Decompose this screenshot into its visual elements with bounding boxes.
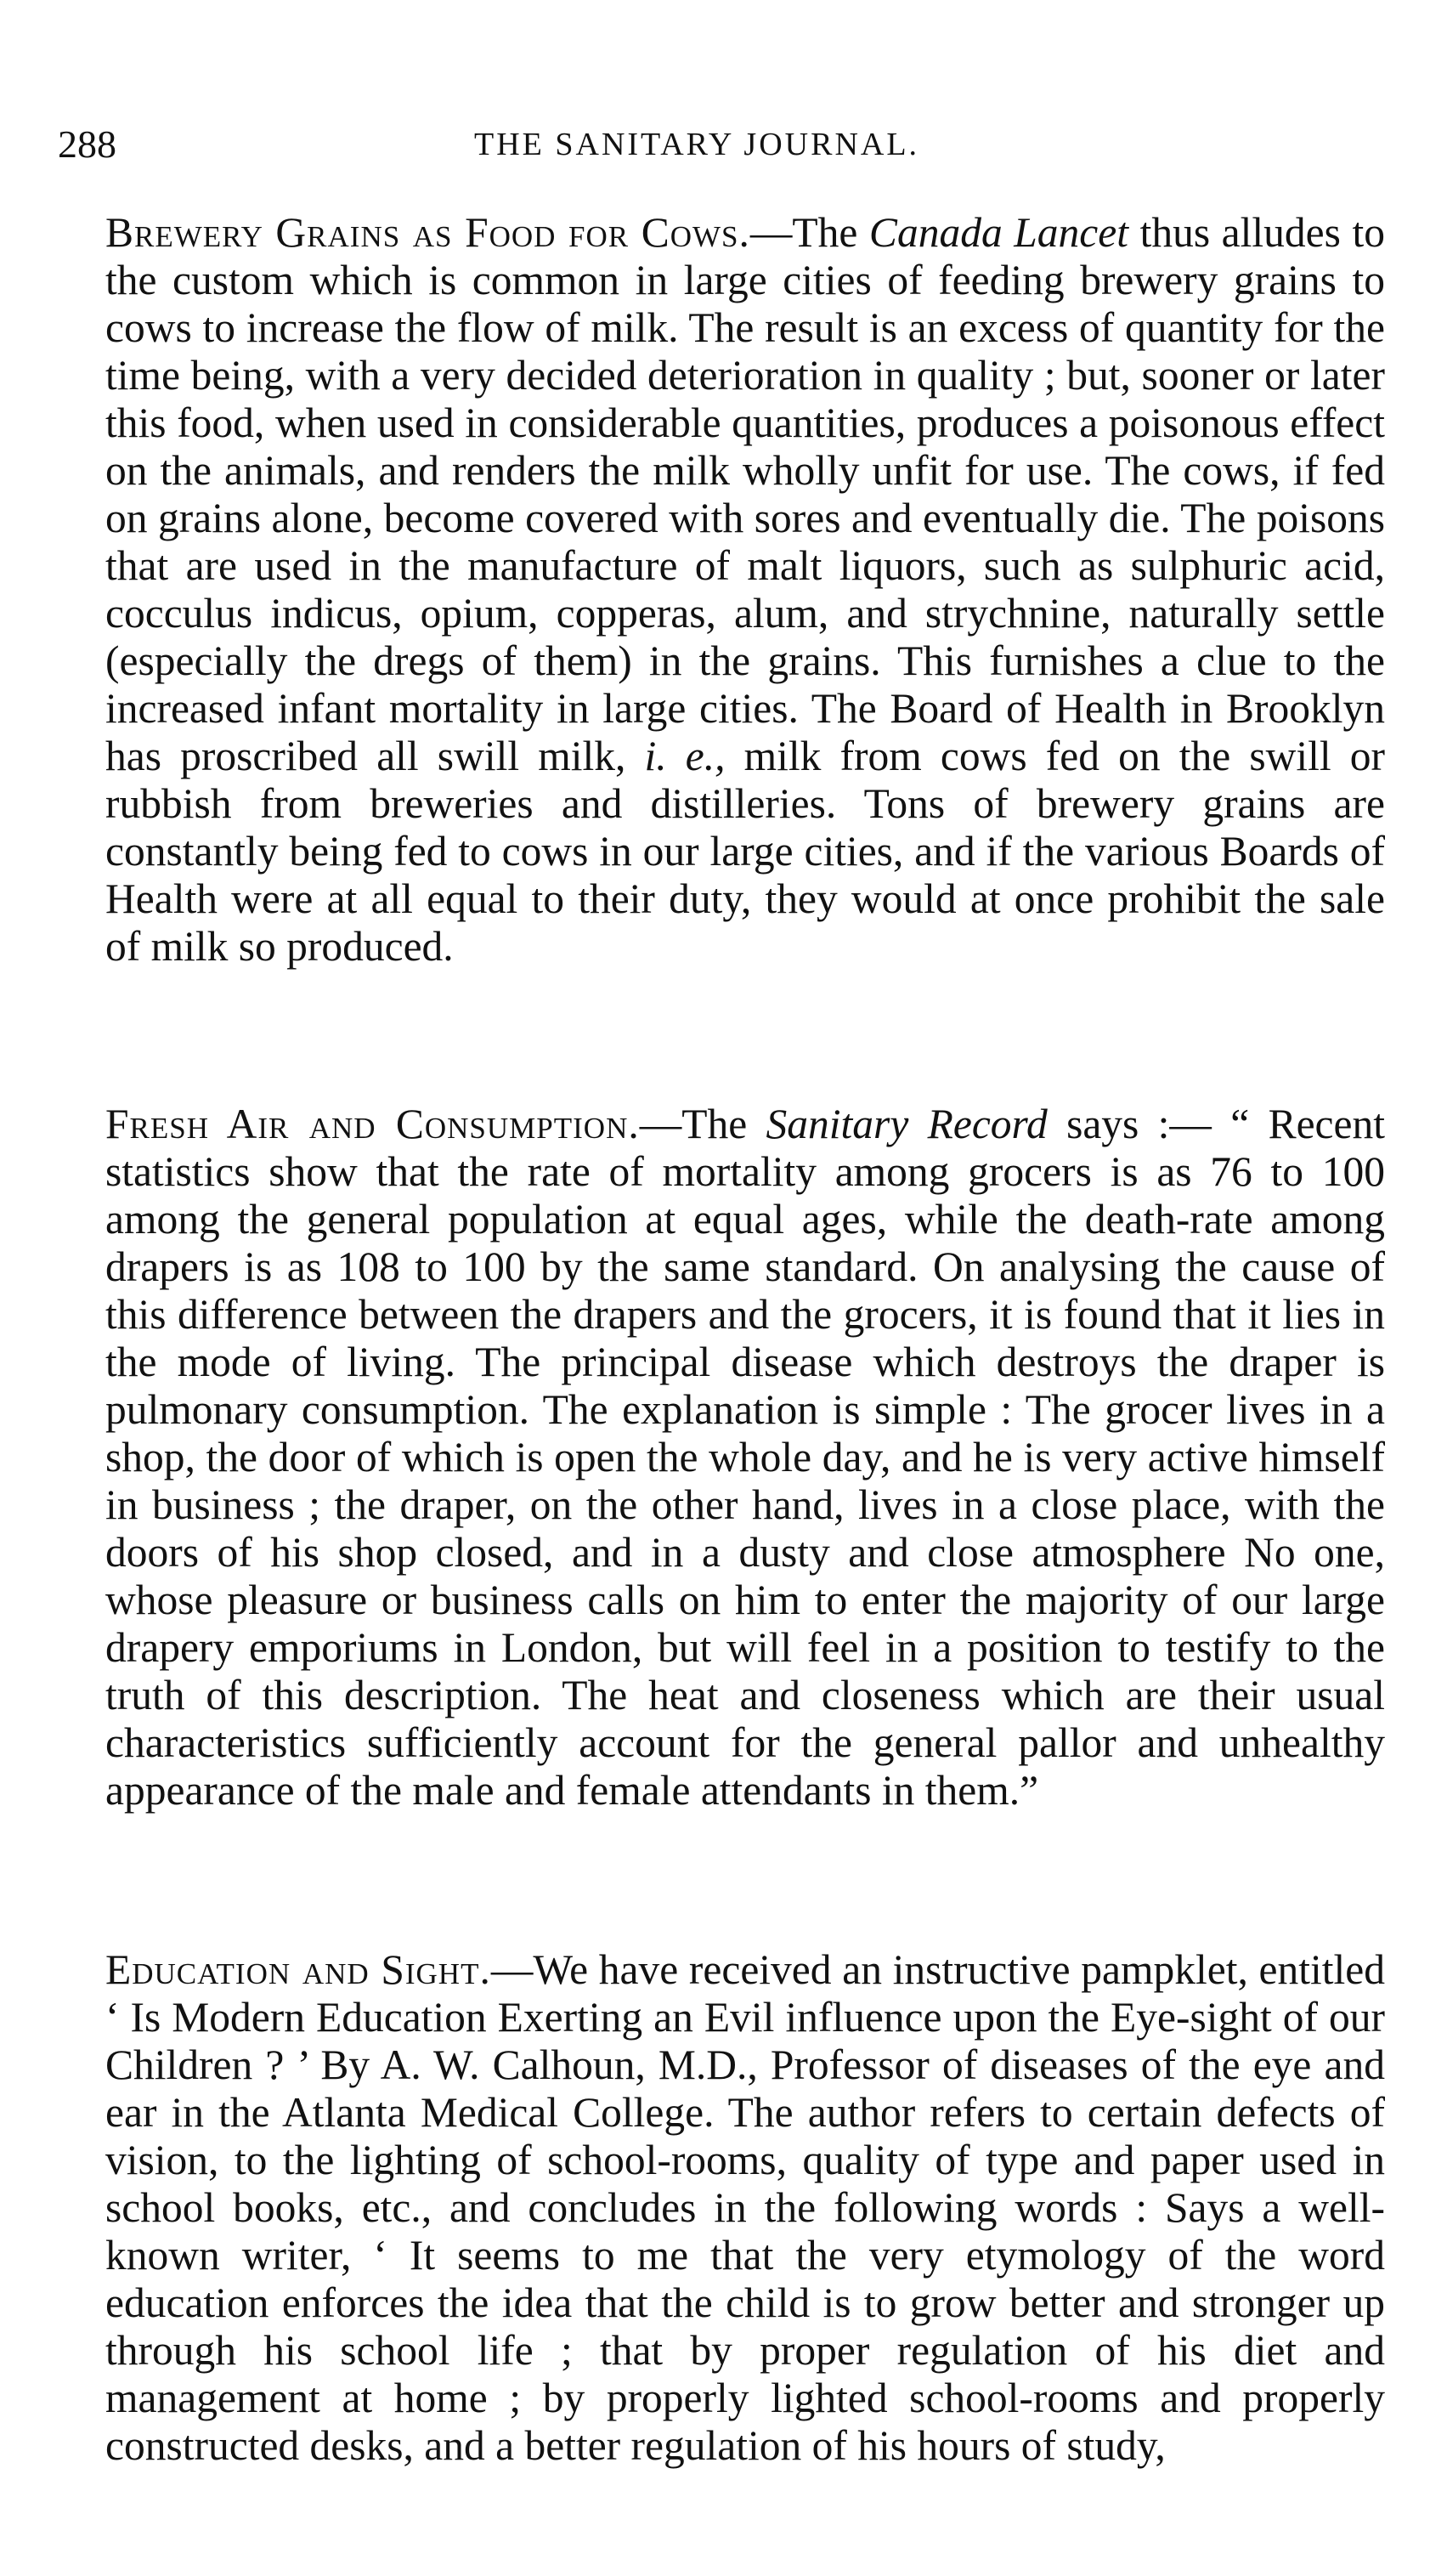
heading-dash: — bbox=[639, 1101, 682, 1147]
article-paragraph bbox=[58, 209, 1385, 971]
article-text: milk from cows fed on the swill or rubbish from breweries and distilleries. Tons of brewery grains are constantly being fed to cows in our large cities, and if the various Boards of Health were at all equal to their duty, they would at once prohibit the sale of milk so produced. bbox=[105, 733, 1385, 970]
heading-dash: — bbox=[749, 209, 793, 256]
article-text: says :— “ Recent statistics show that the rate of mortality among grocers is as 76 to 100 among the general population at equal ages, while the death-rate among drapers is as 108 to 100 by the same standard. On analysing the cause of this difference between the drapers and the grocers, it is found that it lies in the mode of living. The principal disease which destroys the draper is pulmonary consumption. The explanation is simple : The grocer lives in a shop, the door of which is open the whole day, and he is very active himself in business ; the draper, on the other hand, lives in a close place, with the doors of his shop closed, and in a dusty and close atmosphere No one, whose pleasure or business calls on him to enter the majority of our large drapery emporiums in London, but will feel in a position to testify to the truth of this description. The heat and closeness which are their usual characteristics sufficiently account for the general pallor and unhealthy appearance of the male and female attendants in them.” bbox=[105, 1101, 1386, 1814]
article-text: thus alludes to the custom which is common in large cities of feeding brewery grains to cows to increase the flow of milk. The result is an excess of quantity for the time being, with a very decided deterioration in quality ; but, sooner or later this food, when used in considerable quantities, produces a poisonous effect on the animals, and renders the milk wholly unfit for use. The cows, if fed on grains alone, become covered with sores and eventually die. The poisons that are used in the manufacture of malt liquors, such as sulphuric acid, cocculus indicus, opium, copperas, alum, and strychnine, naturally settle (especially the dregs of them) in the grains. This furnishes a clue to the increased infant mortality in large cities. The Board of Health in Brooklyn has proscribed all swill milk, bbox=[105, 209, 1385, 779]
article-paragraph bbox=[58, 1946, 1385, 2470]
article-brewery-grains bbox=[58, 209, 1385, 971]
article-text: The bbox=[681, 1101, 766, 1147]
article-heading: Fresh Air and Consumption. bbox=[105, 1101, 640, 1147]
article-education-sight bbox=[58, 1946, 1385, 2470]
cited-source: Canada Lancet bbox=[868, 209, 1128, 256]
article-heading: Brewery Grains as Food for Cows. bbox=[105, 209, 750, 256]
journal-title: THE SANITARY JOURNAL. bbox=[474, 127, 920, 162]
article-paragraph bbox=[58, 1101, 1385, 1815]
article-heading: Education and Sight. bbox=[105, 1946, 491, 1993]
article-fresh-air bbox=[58, 1101, 1385, 1815]
cited-source: Sanitary Record bbox=[766, 1101, 1048, 1147]
running-head bbox=[58, 119, 1383, 170]
abbreviation: i. e., bbox=[644, 733, 726, 779]
article-text: The bbox=[792, 209, 869, 256]
article-text: We have received an instructive pampklet, entitled ‘ Is Modern Education Exerting an Evil influence upon the Eye-sight of our Children ? ’ By A. W. Calhoun, M.D., Professor of diseases of the eye and ear in the Atlanta Medical College. The author refers to certain defects of vision, to the lighting of school-rooms, quality of type and paper used in school books, etc., and concludes in the following words : Says a well-known writer, ‘ It seems to me that the very etymology of the word education enforces the idea that the child is to grow better and stronger up through his school life ; that by proper regulation of his diet and management at home ; by properly lighted school-rooms and properly constructed desks, and a better regulation of his hours of study, bbox=[105, 1946, 1386, 2469]
heading-dash: — bbox=[490, 1946, 534, 1993]
page-number: 288 bbox=[58, 122, 116, 166]
